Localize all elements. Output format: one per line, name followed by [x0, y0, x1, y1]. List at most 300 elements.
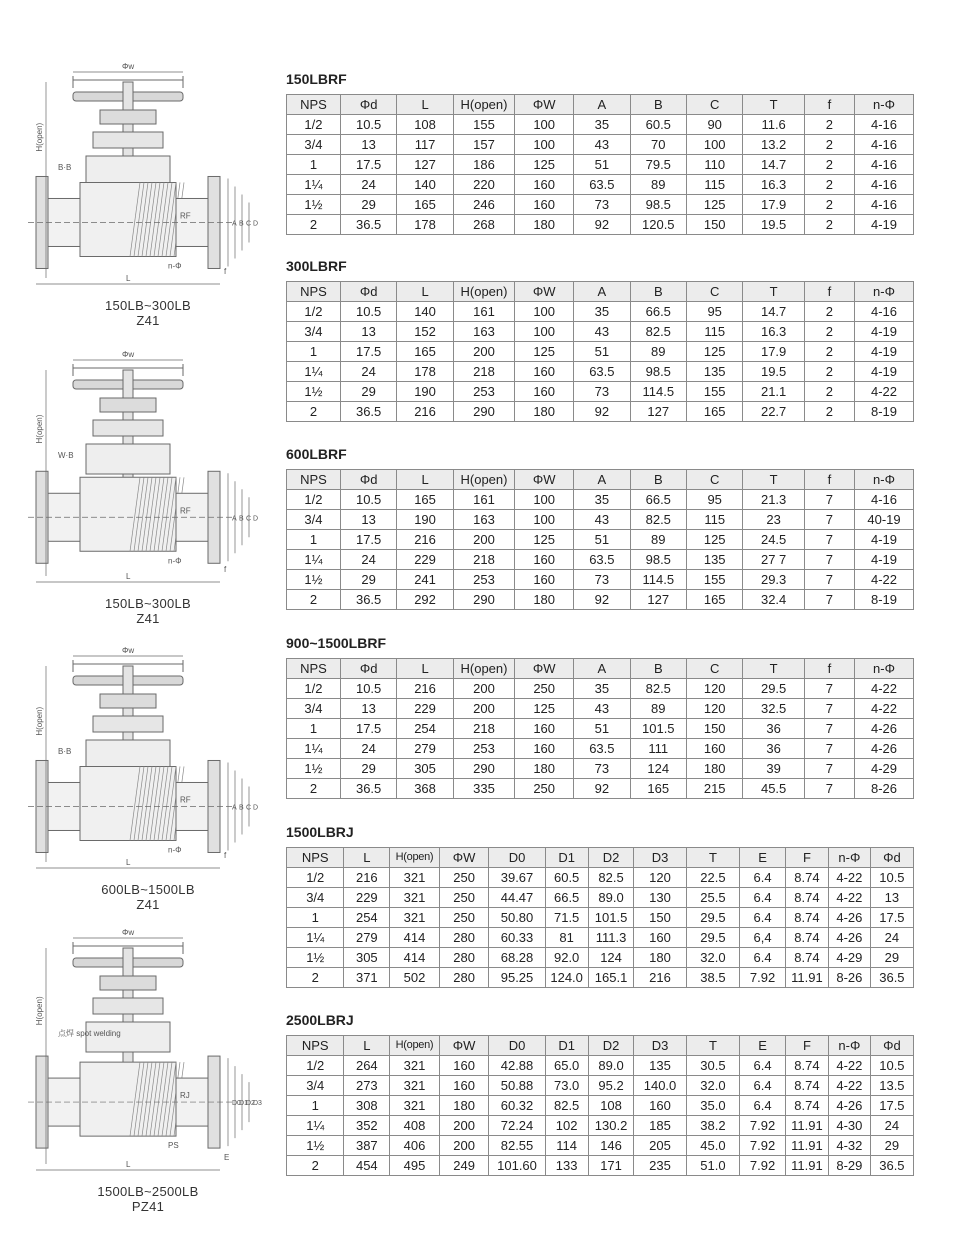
table-cell: 200	[453, 679, 514, 699]
table-cell: 7	[804, 530, 854, 550]
table-cell: 4-26	[855, 739, 914, 759]
table-cell: 7	[804, 779, 854, 799]
column-header: C	[686, 659, 742, 679]
table-cell: 180	[439, 1096, 489, 1116]
table-cell: 4-29	[855, 759, 914, 779]
column-header: n-Φ	[855, 659, 914, 679]
column-header: f	[804, 659, 854, 679]
table-cell: 3/4	[287, 699, 341, 719]
table-cell: 190	[397, 382, 453, 402]
table-cell: 150	[686, 215, 742, 235]
column-header: D2	[588, 1036, 634, 1056]
table-row	[287, 215, 914, 235]
table-cell: 246	[453, 195, 514, 215]
table-cell: 1¼	[287, 362, 341, 382]
column-header: E	[740, 1036, 786, 1056]
table-cell: 36.5	[870, 968, 913, 988]
table-cell: 290	[453, 759, 514, 779]
column-header: ΦW	[515, 470, 574, 490]
table-cell: 117	[397, 135, 453, 155]
column-header: T	[686, 848, 740, 868]
table-cell: 125	[515, 342, 574, 362]
table-cell: 24	[340, 362, 396, 382]
table-cell: 35	[574, 490, 630, 510]
figure-caption-model: Z41	[136, 897, 160, 912]
table-cell: 17.5	[870, 908, 913, 928]
table-cell: 10.5	[870, 868, 913, 888]
table-cell: 11.6	[743, 115, 804, 135]
column-header: B	[630, 470, 686, 490]
table-cell: 71.5	[545, 908, 588, 928]
table-cell: 14.7	[743, 302, 804, 322]
table-cell: 160	[515, 550, 574, 570]
table-cell: 155	[686, 382, 742, 402]
table-cell: 250	[515, 779, 574, 799]
table-cell: 8.74	[785, 868, 828, 888]
table-cell: 51.0	[686, 1156, 740, 1176]
column-header: H(open)	[390, 1036, 440, 1056]
table-cell: 24	[340, 175, 396, 195]
table-row	[287, 1056, 914, 1076]
drawing-label: Φw	[122, 350, 135, 359]
table-cell: 124	[630, 759, 686, 779]
table-cell: 130.2	[588, 1116, 634, 1136]
table-cell: 125	[686, 195, 742, 215]
table-row	[287, 402, 914, 422]
table-cell: 216	[397, 530, 453, 550]
table-row	[287, 510, 914, 530]
table-cell: 250	[439, 868, 489, 888]
drawing-label: H(open)	[35, 996, 44, 1026]
table-cell: 408	[390, 1116, 440, 1136]
table-cell: 7.92	[740, 1156, 786, 1176]
table-cell: 66.5	[630, 302, 686, 322]
column-header: B	[630, 95, 686, 115]
drawing-label: RF	[180, 795, 191, 805]
table-cell: 19.5	[743, 215, 804, 235]
table-cell: 4-16	[855, 490, 914, 510]
table-cell: 51	[574, 342, 630, 362]
table-cell: 108	[397, 115, 453, 135]
table-row	[287, 382, 914, 402]
table-cell: 60.32	[489, 1096, 545, 1116]
table-cell: 7	[804, 759, 854, 779]
column-header: B	[630, 282, 686, 302]
table-cell: 111	[630, 739, 686, 759]
table-cell: 10.5	[340, 115, 396, 135]
table-cell: 115	[686, 175, 742, 195]
table-cell: 2	[804, 322, 854, 342]
table-cell: 4-16	[855, 195, 914, 215]
table-cell: 108	[588, 1096, 634, 1116]
table-cell: 4-22	[828, 1056, 870, 1076]
table-cell: 1¼	[287, 928, 344, 948]
table-cell: 2	[804, 135, 854, 155]
table-cell: 127	[630, 402, 686, 422]
valve-drawing-3	[28, 646, 268, 912]
table-cell: 11.91	[785, 1116, 828, 1136]
table-cell: 92	[574, 590, 630, 610]
table-cell: 165	[686, 402, 742, 422]
table-cell: 4-16	[855, 302, 914, 322]
table-row	[287, 175, 914, 195]
table-cell: 165	[686, 590, 742, 610]
table-cell: 1½	[287, 195, 341, 215]
column-header: L	[344, 848, 390, 868]
table-cell: 6.4	[740, 908, 786, 928]
table-cell: 10.5	[340, 490, 396, 510]
column-header: ΦW	[439, 1036, 489, 1056]
table-cell: 8.74	[785, 1076, 828, 1096]
table-row	[287, 322, 914, 342]
drawing-label: W·B	[58, 451, 74, 460]
table-cell: 92	[574, 215, 630, 235]
table-cell: 200	[453, 699, 514, 719]
table-cell: 140	[397, 175, 453, 195]
column-header: T	[743, 282, 804, 302]
table-cell: 89	[630, 530, 686, 550]
table-cell: 2	[287, 402, 341, 422]
table-cell: 73	[574, 195, 630, 215]
table-header-row	[287, 95, 914, 115]
table-cell: 229	[397, 550, 453, 570]
drawing-label: A	[232, 804, 237, 812]
figure-caption-rating: 150LB~300LB	[104, 596, 192, 611]
table-row	[287, 928, 914, 948]
table-cell: 321	[390, 1056, 440, 1076]
table-cell: 8-19	[855, 590, 914, 610]
column-header: ΦW	[515, 282, 574, 302]
table-cell: 13.5	[870, 1076, 913, 1096]
table-cell: 60.5	[545, 868, 588, 888]
figure-caption-model: Z41	[136, 313, 160, 328]
table-cell: 273	[344, 1076, 390, 1096]
table-cell: 32.4	[743, 590, 804, 610]
table-cell: 10.5	[340, 302, 396, 322]
table-cell: 502	[390, 968, 440, 988]
column-header: n-Φ	[828, 1036, 870, 1056]
table-cell: 43	[574, 510, 630, 530]
table-cell: 216	[397, 402, 453, 422]
table-cell: 60.33	[489, 928, 545, 948]
table-cell: 29	[340, 195, 396, 215]
drawing-label: A	[232, 220, 237, 228]
table-cell: 39	[743, 759, 804, 779]
table-cell: 2	[804, 155, 854, 175]
table-cell: 120	[686, 679, 742, 699]
table-cell: 178	[397, 362, 453, 382]
column-header: Φd	[340, 95, 396, 115]
table-cell: 1/2	[287, 1056, 344, 1076]
table-cell: 133	[545, 1156, 588, 1176]
table-cell: 1/2	[287, 302, 341, 322]
column-header: NPS	[287, 848, 344, 868]
table-cell: 4-22	[828, 868, 870, 888]
table-cell: 200	[453, 530, 514, 550]
drawing-label: n-Φ	[168, 845, 182, 855]
table-cell: 6.4	[740, 868, 786, 888]
table-cell: 4-19	[855, 550, 914, 570]
table-cell: 13.2	[743, 135, 804, 155]
table-cell: 100	[515, 115, 574, 135]
table-cell: 321	[390, 888, 440, 908]
table-cell: 17.5	[870, 1096, 913, 1116]
column-header: C	[686, 282, 742, 302]
table-cell: 114.5	[630, 570, 686, 590]
figure-caption-model: Z41	[136, 611, 160, 626]
table-cell: 50.88	[489, 1076, 545, 1096]
table-cell: 39.67	[489, 868, 545, 888]
table-cell: 4-22	[855, 570, 914, 590]
table-cell: 160	[439, 1076, 489, 1096]
table-cell: 32.0	[686, 1076, 740, 1096]
column-header: n-Φ	[855, 282, 914, 302]
table-cell: 13	[870, 888, 913, 908]
table-cell: 124.0	[545, 968, 588, 988]
table-cell: 82.5	[630, 322, 686, 342]
table-cell: 2	[287, 968, 344, 988]
table-cell: 40-19	[855, 510, 914, 530]
table-row	[287, 362, 914, 382]
table-cell: 30.5	[686, 1056, 740, 1076]
table-cell: 98.5	[630, 195, 686, 215]
spec-table	[286, 1035, 914, 1176]
table-header-row	[287, 470, 914, 490]
valve-drawing-2	[28, 350, 268, 626]
table-cell: 7	[804, 719, 854, 739]
table-cell: 4-16	[855, 155, 914, 175]
column-header: A	[574, 470, 630, 490]
column-header: n-Φ	[855, 95, 914, 115]
table-cell: 2	[287, 215, 341, 235]
table-cell: 305	[397, 759, 453, 779]
table-cell: 32.0	[686, 948, 740, 968]
table-cell: 2	[804, 175, 854, 195]
table-cell: 4-26	[855, 719, 914, 739]
table-cell: 4-19	[855, 215, 914, 235]
table-cell: 1½	[287, 759, 341, 779]
table-cell: 10.5	[340, 679, 396, 699]
table-cell: 4-19	[855, 342, 914, 362]
column-header: H(open)	[453, 659, 514, 679]
table-cell: 2	[804, 215, 854, 235]
table-cell: 7	[804, 590, 854, 610]
column-header: NPS	[287, 470, 341, 490]
table-cell: 335	[453, 779, 514, 799]
table-cell: 24	[870, 1116, 913, 1136]
column-header: D1	[545, 1036, 588, 1056]
table-cell: 127	[397, 155, 453, 175]
table-cell: 160	[515, 570, 574, 590]
table-cell: 321	[390, 908, 440, 928]
table-cell: 1¼	[287, 1116, 344, 1136]
table-cell: 7	[804, 679, 854, 699]
drawing-label: f	[224, 565, 227, 574]
drawing-label: RJ	[180, 1091, 190, 1101]
table-cell: 17.9	[743, 195, 804, 215]
table-cell: 6,4	[740, 928, 786, 948]
table-cell: 180	[515, 759, 574, 779]
valve-drawing-4	[28, 928, 268, 1214]
table-cell: 2	[804, 362, 854, 382]
table-cell: 8-29	[828, 1156, 870, 1176]
table-cell: 268	[453, 215, 514, 235]
table-cell: 2	[804, 195, 854, 215]
table-cell: 4-22	[855, 679, 914, 699]
table-cell: 7	[804, 739, 854, 759]
column-header: H(open)	[453, 282, 514, 302]
table-cell: 280	[439, 928, 489, 948]
table-cell: 21.1	[743, 382, 804, 402]
table-cell: 115	[686, 322, 742, 342]
table-cell: 4-19	[855, 362, 914, 382]
table-cell: 10.5	[870, 1056, 913, 1076]
drawing-label: H(open)	[35, 706, 44, 736]
table-block-300lbrf	[286, 258, 914, 422]
table-cell: 11.91	[785, 1156, 828, 1176]
table-cell: 73.0	[545, 1076, 588, 1096]
table-cell: 63.5	[574, 550, 630, 570]
table-cell: 45.5	[743, 779, 804, 799]
column-header: A	[574, 282, 630, 302]
table-cell: 79.5	[630, 155, 686, 175]
table-row	[287, 1136, 914, 1156]
drawing-label: n-Φ	[168, 556, 182, 566]
table-cell: 180	[686, 759, 742, 779]
table-cell: 160	[686, 739, 742, 759]
table-cell: 111.3	[588, 928, 634, 948]
table-cell: 205	[634, 1136, 686, 1156]
table-cell: 292	[397, 590, 453, 610]
table-cell: 279	[397, 739, 453, 759]
table-cell: 36	[743, 739, 804, 759]
drawing-label: A	[232, 515, 237, 523]
table-row	[287, 868, 914, 888]
table-cell: 102	[545, 1116, 588, 1136]
drawing-label: C	[246, 804, 252, 812]
table-cell: 371	[344, 968, 390, 988]
column-header: T	[743, 659, 804, 679]
table-cell: 115	[686, 510, 742, 530]
table-cell: 216	[397, 679, 453, 699]
table-cell: 7	[804, 490, 854, 510]
table-cell: 81	[545, 928, 588, 948]
table-cell: 68.28	[489, 948, 545, 968]
table-cell: 35	[574, 679, 630, 699]
table-cell: 43	[574, 322, 630, 342]
table-cell: 8.74	[785, 908, 828, 928]
table-cell: 19.5	[743, 362, 804, 382]
column-header: H(open)	[453, 95, 514, 115]
table-cell: 161	[453, 490, 514, 510]
table-cell: 290	[453, 402, 514, 422]
drawing-label: n-Φ	[168, 261, 182, 271]
table-title: 600LBRF	[286, 446, 347, 462]
table-cell: 2	[804, 402, 854, 422]
valve-cross-section-drawing	[28, 928, 268, 1184]
table-cell: 160	[515, 719, 574, 739]
table-cell: 308	[344, 1096, 390, 1116]
table-cell: 218	[453, 362, 514, 382]
column-header: L	[344, 1036, 390, 1056]
table-cell: 160	[515, 175, 574, 195]
table-row	[287, 908, 914, 928]
table-cell: 95.25	[489, 968, 545, 988]
drawing-label: Φw	[122, 62, 135, 71]
table-cell: 17.5	[340, 719, 396, 739]
table-cell: 17.9	[743, 342, 804, 362]
drawing-label: B·B	[58, 747, 72, 756]
table-cell: 125	[686, 342, 742, 362]
table-cell: 414	[390, 948, 440, 968]
table-cell: 8-19	[855, 402, 914, 422]
table-cell: 216	[634, 968, 686, 988]
table-cell: 4-30	[828, 1116, 870, 1136]
table-cell: 29.5	[743, 679, 804, 699]
table-cell: 29.5	[686, 908, 740, 928]
table-cell: 22.7	[743, 402, 804, 422]
valve-drawing-1	[28, 62, 268, 328]
table-cell: 7	[804, 570, 854, 590]
table-cell: 89.0	[588, 888, 634, 908]
table-block-1500lbrj	[286, 824, 914, 988]
column-header: A	[574, 95, 630, 115]
column-header: A	[574, 659, 630, 679]
drawing-label: 点焊 spot welding	[58, 1029, 121, 1038]
table-cell: 250	[439, 888, 489, 908]
column-header: F	[785, 848, 828, 868]
column-header: T	[743, 95, 804, 115]
table-block-600lbrf	[286, 446, 914, 610]
table-cell: 35	[574, 115, 630, 135]
table-cell: 160	[515, 362, 574, 382]
table-cell: 146	[588, 1136, 634, 1156]
table-cell: 163	[453, 510, 514, 530]
column-header: L	[397, 282, 453, 302]
table-cell: 63.5	[574, 175, 630, 195]
table-cell: 253	[453, 382, 514, 402]
table-row	[287, 342, 914, 362]
table-cell: 8.74	[785, 1096, 828, 1116]
table-cell: 1¼	[287, 175, 341, 195]
column-header: H(open)	[390, 848, 440, 868]
drawing-label: Φw	[122, 928, 135, 937]
table-cell: 24.5	[743, 530, 804, 550]
table-cell: 66.5	[630, 490, 686, 510]
table-cell: 22.5	[686, 868, 740, 888]
table-cell: 406	[390, 1136, 440, 1156]
column-header: D0	[489, 1036, 545, 1056]
table-cell: 8.74	[785, 888, 828, 908]
table-cell: 160	[634, 1096, 686, 1116]
table-cell: 100	[686, 135, 742, 155]
table-cell: 14.7	[743, 155, 804, 175]
table-cell: 165	[397, 490, 453, 510]
table-cell: 36.5	[870, 1156, 913, 1176]
table-cell: 21.3	[743, 490, 804, 510]
table-cell: 92	[574, 402, 630, 422]
table-cell: 8.74	[785, 928, 828, 948]
table-cell: 7.92	[740, 1116, 786, 1136]
drawing-label: C	[246, 515, 252, 523]
table-cell: 163	[453, 322, 514, 342]
table-cell: 1¼	[287, 739, 341, 759]
table-cell: 63.5	[574, 739, 630, 759]
table-cell: 120	[686, 699, 742, 719]
table-cell: 180	[634, 948, 686, 968]
drawing-label: C	[246, 220, 252, 228]
table-cell: 82.5	[545, 1096, 588, 1116]
